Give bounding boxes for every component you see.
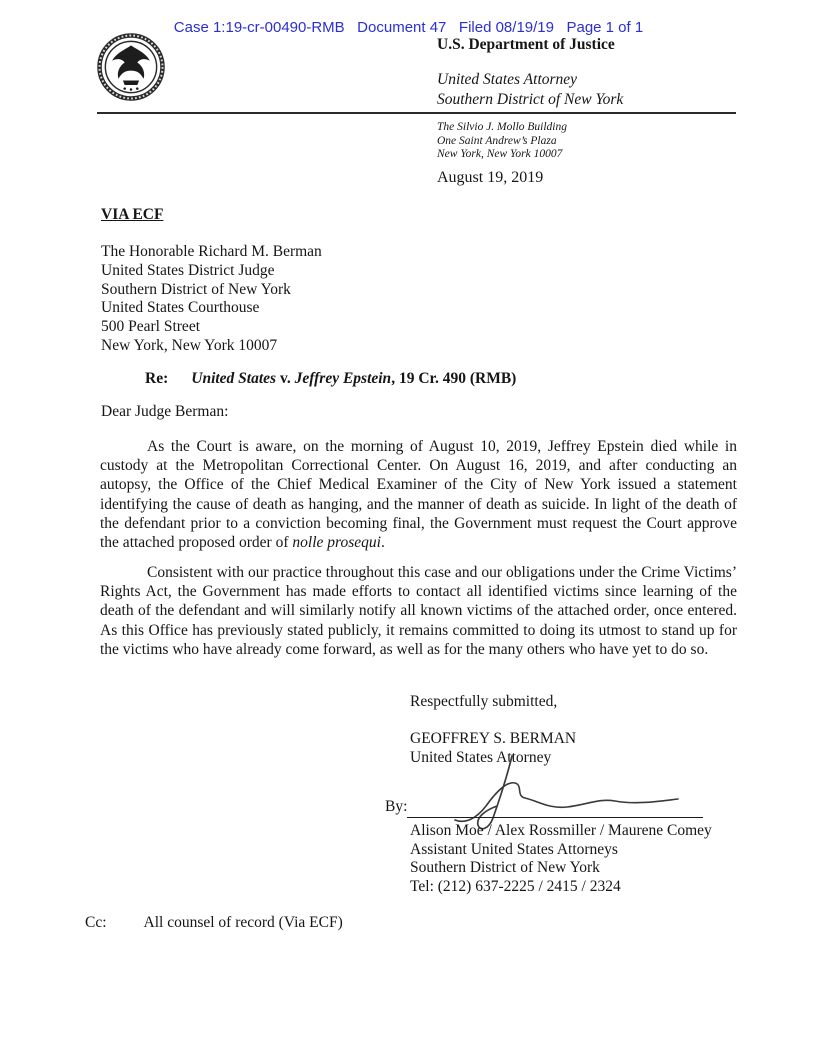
recipient-line: United States Courthouse bbox=[101, 299, 260, 317]
agency-title: U.S. Department of Justice bbox=[437, 36, 615, 53]
attorneys-block bbox=[410, 822, 712, 897]
re-line bbox=[145, 370, 516, 388]
recipient-line: New York, New York 10007 bbox=[101, 336, 278, 354]
office-address-city: New York, New York 10007 bbox=[437, 148, 563, 160]
signer-name: GEOFFREY S. BERMAN bbox=[410, 730, 577, 747]
by-label: By: bbox=[385, 798, 408, 815]
body-paragraph-2: Consistent with our practice throughout this case and our obligations under the Crime Victims’ Rights Act, the Government has made efforts to contact all identified victims since learning of the death of the defendant and will similarly notify all known victims of the attached order, once entered. As this Office has previously stated publicly, it remains committed to doing its utmost to stand up for the victims who have already come forward, as well as for the many others who have yet to do so. bbox=[100, 564, 737, 658]
recipient-address-block bbox=[101, 243, 322, 356]
paragraph-text: . bbox=[380, 534, 385, 552]
office-address-building: The Silvio J. Mollo Building bbox=[437, 121, 567, 133]
doj-seal-icon bbox=[95, 31, 167, 103]
attorneys-office: Southern District of New York bbox=[410, 859, 600, 877]
signature-line bbox=[407, 801, 703, 818]
salutation: Dear Judge Berman: bbox=[101, 403, 229, 420]
case-number: , 19 Cr. 490 (RMB) bbox=[391, 370, 517, 387]
recipient-line: United States District Judge bbox=[101, 261, 275, 279]
recipient-line: Southern District of New York bbox=[101, 280, 291, 298]
office-address-street: One Saint Andrew’s Plaza bbox=[437, 134, 557, 147]
re-label: Re: bbox=[145, 370, 169, 387]
recipient-line: The Honorable Richard M. Berman bbox=[101, 243, 322, 260]
attorneys-names: Alison Moe / Alex Rossmiller / Maurene Comey bbox=[410, 822, 712, 839]
office-title bbox=[437, 70, 623, 109]
office-line1: United States Attorney bbox=[437, 71, 578, 88]
case-versus: v. bbox=[276, 370, 295, 387]
latin-term: nolle prosequi bbox=[292, 534, 381, 552]
cc-line bbox=[85, 914, 343, 932]
letterhead-divider bbox=[97, 112, 736, 114]
delivery-method: VIA ECF bbox=[101, 206, 164, 223]
attorneys-title: Assistant United States Attorneys bbox=[410, 840, 618, 858]
case-plaintiff: United States bbox=[191, 370, 277, 387]
recipient-line: 500 Pearl Street bbox=[101, 318, 201, 336]
cc-value: All counsel of record (Via ECF) bbox=[143, 914, 343, 931]
closing-phrase: Respectfully submitted, bbox=[410, 693, 558, 710]
cc-label: Cc: bbox=[85, 914, 107, 931]
body-paragraph-1 bbox=[100, 437, 737, 552]
letter-date: August 19, 2019 bbox=[437, 169, 544, 186]
ecf-filing-stamp: Case 1:19-cr-00490-RMB Document 47 Filed 08/19/19 Page 1 of 1 bbox=[173, 19, 644, 36]
office-line2: Southern District of New York bbox=[437, 90, 624, 108]
signer-title: United States Attorney bbox=[410, 749, 552, 766]
paragraph-text: As the Court is aware, on the morning of August 10, 2019, Jeffrey Epstein died while in custody at the Metropolitan Correctional Center. On August 16, 2019, and after conducting an autopsy, the Office of the Chief Medical Examiner of the City of New York issued a statement identifying the cause of death as hanging, and the manner of death as suicide. In light of the death of the defendant prior to a conviction becoming final, the Government must request the Court approve the attached proposed order of bbox=[100, 438, 737, 552]
attorneys-phone: Tel: (212) 637-2225 / 2415 / 2324 bbox=[410, 878, 621, 896]
case-defendant: Jeffrey Epstein bbox=[294, 370, 392, 387]
office-address bbox=[437, 121, 567, 162]
